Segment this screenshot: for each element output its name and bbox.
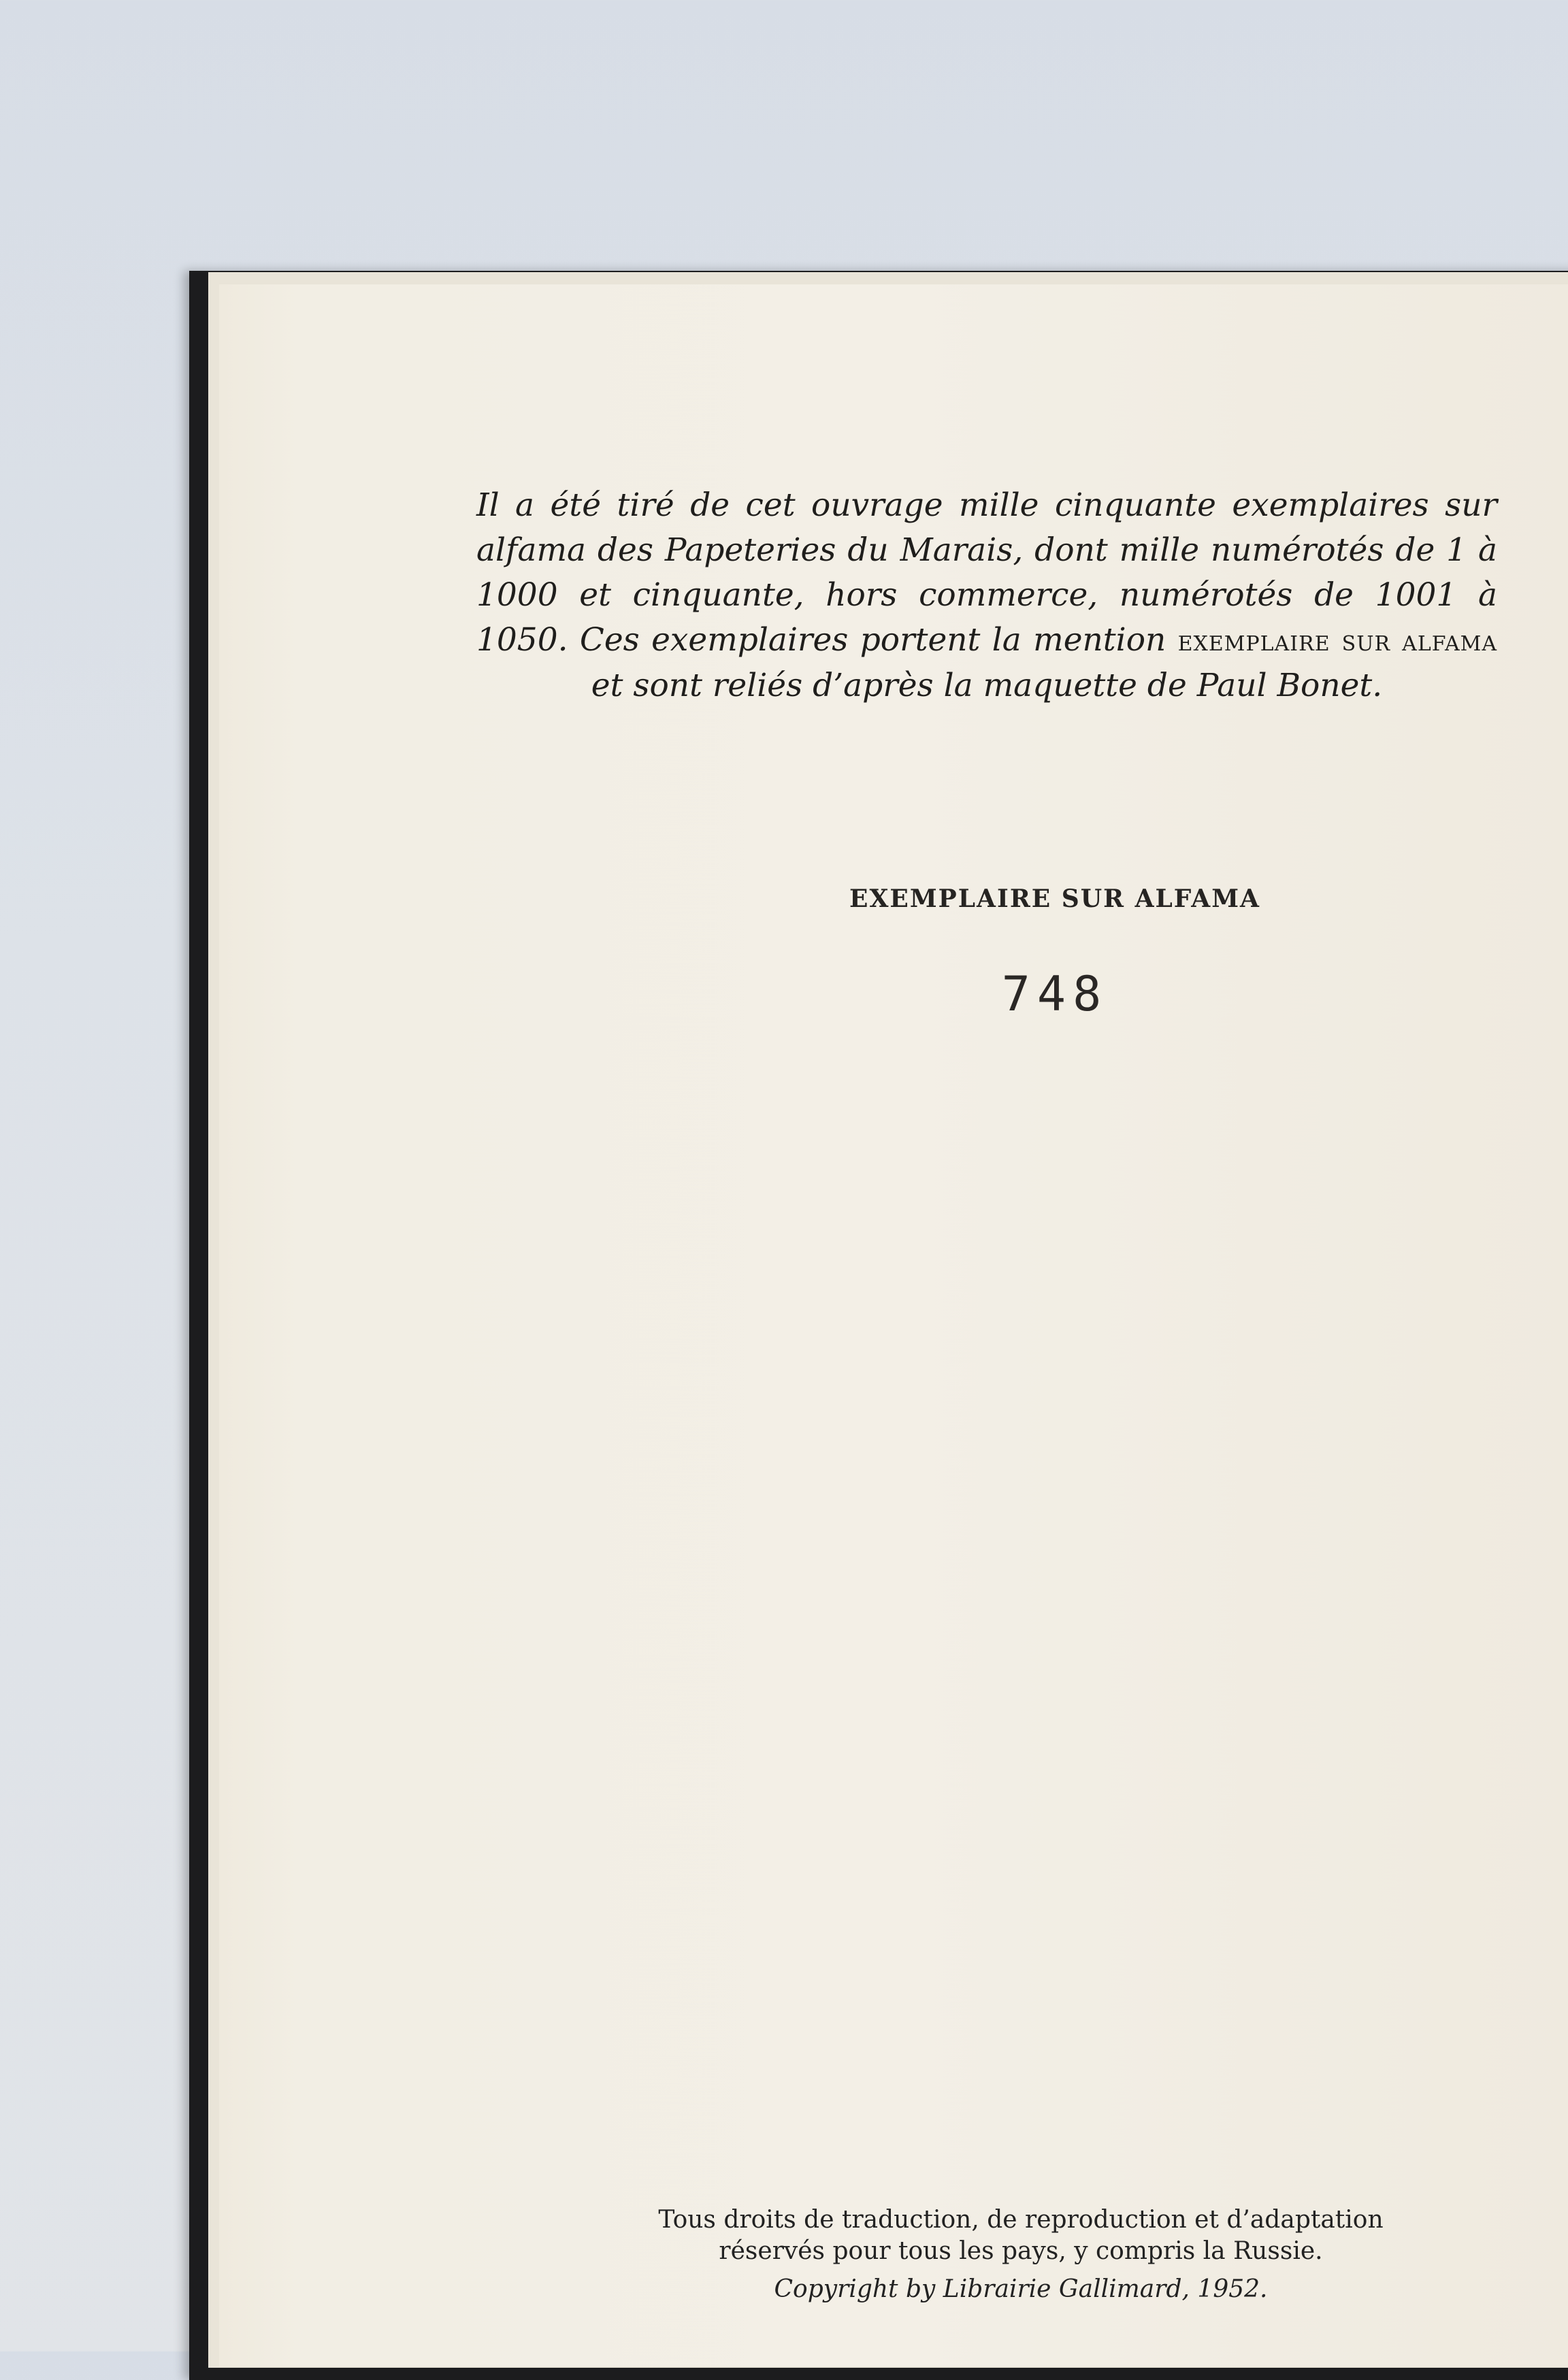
copyright-notice (476, 2204, 1565, 2305)
copy-label: EXEMPLAIRE SUR ALFAMA (849, 885, 1260, 913)
copyright-line: Copyright by Librairie Gallimard, 1952. (774, 2275, 1268, 2303)
limitation-statement (476, 483, 1497, 708)
rights-line-1: Tous droits de traduction, de reproduction et d’adaptation (658, 2206, 1384, 2234)
copy-number: 748 (1001, 966, 1109, 1022)
limitation-mention: exemplaire sur alfama (1177, 624, 1497, 658)
limitation-text-part2: et sont reliés d’après la maquette de Paul Bonet. (591, 667, 1383, 704)
rights-line-2: réservés pour tous les pays, y compris la Russie. (719, 2237, 1323, 2265)
limitation-text-part1: Il a été tiré de cet ouvrage mille cinquante exemplaires sur alfama des Papeteries du Marais, dont mille numérotés de 1 à 1000 et cinquante, hors commerce, numérotés de 1001 à 1050. Ces exemplaires portent la mention (476, 486, 1497, 659)
